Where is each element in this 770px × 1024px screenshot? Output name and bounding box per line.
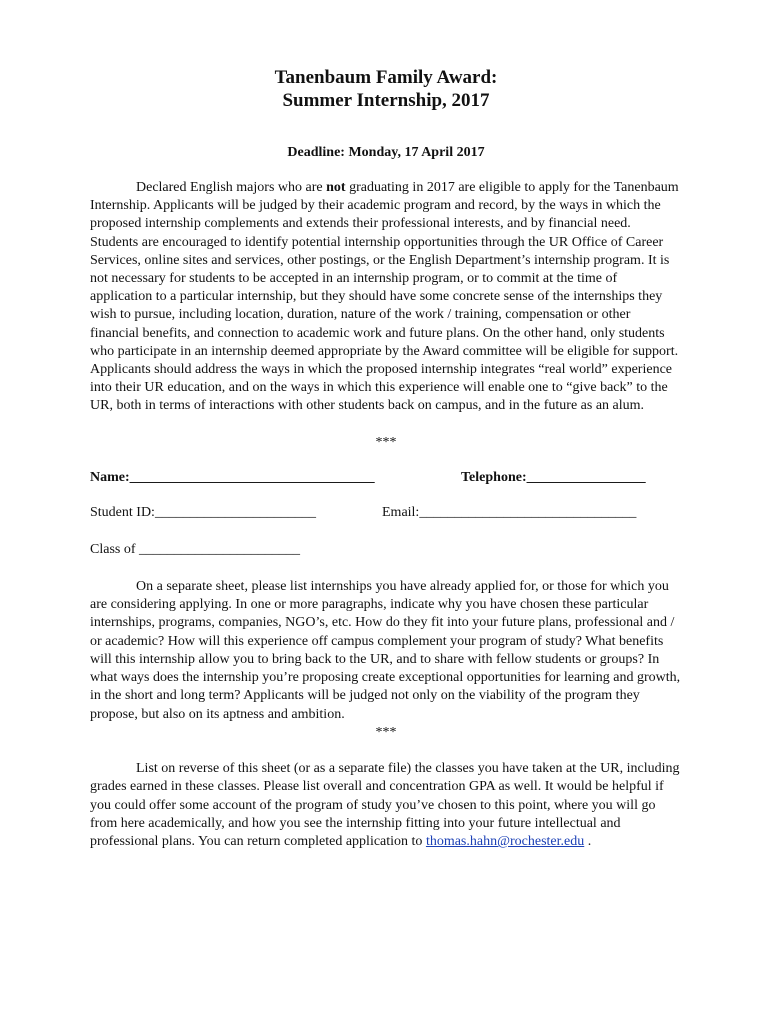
document-title [90,66,682,112]
document-page [90,66,682,852]
telephone-field[interactable]: Telephone:_________________ [461,469,646,485]
intro-text-pre: Declared English majors who are [136,180,327,195]
email-field[interactable]: Email:_______________________________ [382,504,637,520]
instructions-paragraph: On a separate sheet, please list internships you have already applied for, or those for which you are considering applying. In one or more paragraphs, indicate why you have chosen these particular internships, programs, companies, NGO’s, etc. How do they fit into your future plans, professional and / or academic? How will this experience off campus complement your program of study? What benefits will this internship allow you to bring back to the UR, and to share with fellow students or groups? In what ways does the internship you’re proposing create exceptional opportunities for learning and growth, in the short and long term? Applicants will be judged not only on the viability of the program they propose, but also on its aptness and ambition. [90,578,681,722]
email-link[interactable]: thomas.hahn@rochester.edu [425,834,585,850]
name-field[interactable]: Name:___________________________________ [90,469,375,485]
class-of-field[interactable]: Class of _______________________ [90,541,300,557]
intro-text-post: graduating in 2017 are eligible to apply for the Tanenbaum Internship. Applicants will be judged by their academic program and record, by the ways in which the proposed internship complements and extends their professional interests, and by financial need. Students are encouraged to identify potential internship opportunities through the UR Office of Career Services, online sites and services, other postings, or the English Department’s internship program. It is not necessary for students to be accepted in an internship program, or to commit at the time of application to a particular internship, but they should have some concrete sense of the internships they wish to pursue, including location, duration, nature of the work / training, compensation or other financial benefits, and connection to academic work and future plans. On the other hand, only students who participate in an internship deemed appropriate by the Award committee will be eligible for support. Applicants should address the ways in which the proposed internship integrates “real world” experience into their UR education, and on the ways in which this experience will enable one to “give back” to the UR, both in terms of interactions with other students back on campus, and in the future as an alum. [90,180,679,414]
title-line-1: Tanenbaum Family Award: [274,67,498,88]
intro-paragraph [90,179,682,416]
form-row-student-id [90,504,682,522]
section-separator-2: *** [375,725,397,741]
form-row-class [90,541,682,559]
deadline-text: Deadline: Monday, 17 April 2017 [287,145,485,160]
section-separator: *** [375,434,397,450]
form-row-name [90,469,682,487]
intro-text-bold: not [326,180,346,195]
closing-text-end: . [584,834,592,850]
closing-text: List on reverse of this sheet (or as a separate file) the classes you have taken at the UR, including grades earned in these classes. Please list overall and concentration GPA as well. It would be helpful if you could offer some account of the program of study you’ve chosen to this point, where you will go from here academically, and how you see the internship fitting into your future intellectual and professional plans. You can return completed application to [90,761,680,850]
student-id-field[interactable]: Student ID:_______________________ [90,504,316,520]
closing-paragraph [90,760,682,851]
title-line-2: Summer Internship, 2017 [282,90,490,111]
